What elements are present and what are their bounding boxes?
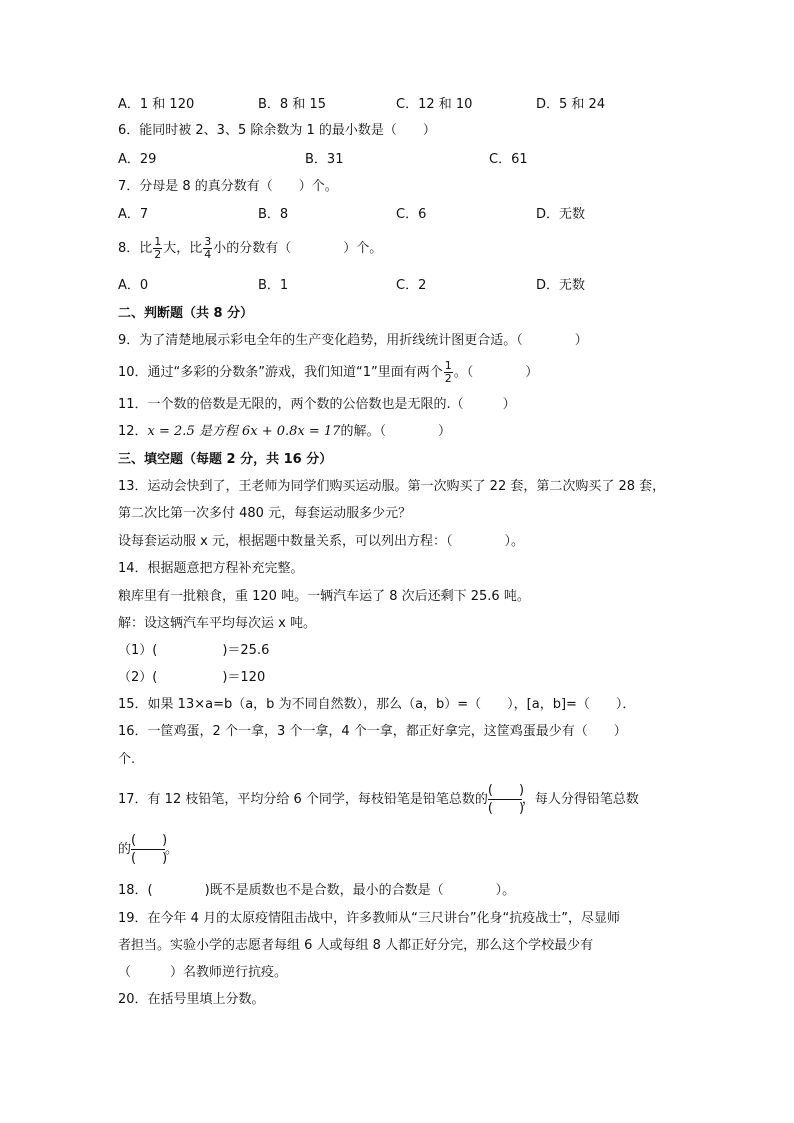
q11-text: 11．一个数的倍数是无限的，两个数的公倍数也是无限的.（ ） [118,397,516,412]
q16-line-1: 16．一筐鸡蛋，2 个一拿，3 个一拿，4 个一拿，都正好拿完，这筐鸡蛋最少有（ ） [118,724,627,739]
q19-line-2: 者担当。实验小学的志愿者每组 6 人或每组 8 人都正好分完，那么这个学校最少有 [118,938,594,953]
q7-option-a: A．7 [118,207,149,222]
q17-line-2: 的 ( ) ( ) 。 [118,833,179,866]
q6-option-b: B．31 [305,152,344,167]
q7-option-c: C．6 [396,207,427,222]
fraction-three-quarters: $\frac{3}{4}$ [204,235,212,261]
q9-text: 9．为了清楚地展示彩电全年的生产变化趋势，用折线统计图更合适。（ ） [118,333,588,348]
q8-option-c: C．2 [396,278,427,293]
q14-line-5: （2）( )＝120 [118,670,266,685]
q20-text: 20．在括号里填上分数。 [118,992,265,1007]
q13-line-1: 13．运动会快到了，王老师为同学们购买运动服。第一次购买了 22 套，第二次购买了 28 套， [118,479,666,494]
q19-line-1: 19．在今年 4 月的太原疫情阻击战中，许多教师从“三尺讲台”化身“抗疫战士”，尽显师 [118,911,621,926]
q12-equation: x = 2.5 是方程 6x + 0.8x = 17 [147,424,341,439]
q14-line-4: （1）( )＝25.6 [118,643,270,658]
q7-option-d: D．无数 [536,207,586,222]
q14-line-2: 粮库里有一批粮食，重 120 吨。一辆汽车运了 8 次后还剩下 25.6 吨。 [118,589,530,604]
q19-line-3: （ ）名教师逆行抗疫。 [118,965,288,980]
q5-option-d: D．5 和 24 [536,97,606,112]
q8-option-b: B．1 [258,278,289,293]
blank-fraction: ( ) ( ) [131,833,168,866]
q10-text: 10．通过“多彩的分数条”游戏，我们知道“1”里面有两个 $\frac{1}{2}$ 。（ ） [118,359,539,385]
q13-line-2: 第二次比第一次多付 480 元，每套运动服多少元？ [118,506,412,521]
q14-line-1: 14．根据题意把方程补充完整。 [118,561,304,576]
q6-option-a: A．29 [118,152,157,167]
q7-option-b: B．8 [258,207,289,222]
q8-option-a: A．0 [118,278,149,293]
q16-line-2: 个. [118,752,136,767]
fraction-one-half: $\frac{1}{2}$ [444,359,452,385]
q12-text: 12．x = 2.5 是方程 6x + 0.8x = 17的解。（ ） [118,424,451,439]
fraction-one-half: $\frac{1}{2}$ [154,235,162,261]
q6-text: 6．能同时被 2、3、5 除余数为 1 的最小数是（ ） [118,123,436,138]
q6-option-c: C．61 [489,152,528,167]
q5-option-b: B．8 和 15 [258,97,326,112]
q13-line-3: 设每套运动服 x 元，根据题中数量关系，可以列出方程：（ ）。 [118,534,524,549]
q17-line-1: 17．有 12 枝铅笔，平均分给 6 个同学，每枝铅笔是铅笔总数的 ( ) ( ) ，每人分得铅笔总数 [118,783,639,816]
q8-option-d: D．无数 [536,278,586,293]
q8-text: 8．比 $\frac{1}{2}$ 大，比 $\frac{3}{4}$ 小的分数有（ ）个。 [118,235,383,261]
q7-text: 7．分母是 8 的真分数有（ ）个。 [118,179,338,194]
q5-option-a: A．1 和 120 [118,97,195,112]
q5-option-c: C．12 和 10 [396,97,473,112]
q18-text: 18．( )既不是质数也不是合数，最小的合数是（ ）。 [118,883,516,898]
q15-text: 15．如果 13×a=b（a，b 为不同自然数），那么（a，b）=（ ），[a，b]=（ ）． [118,697,636,712]
section-heading-fill-in: 三、填空题（每题 2 分，共 16 分） [118,452,333,467]
q14-line-3: 解：设这辆汽车平均每次运 x 吨。 [118,616,316,631]
section-heading-judgement: 二、判断题（共 8 分） [118,306,254,321]
blank-fraction: ( ) ( ) [487,783,525,816]
